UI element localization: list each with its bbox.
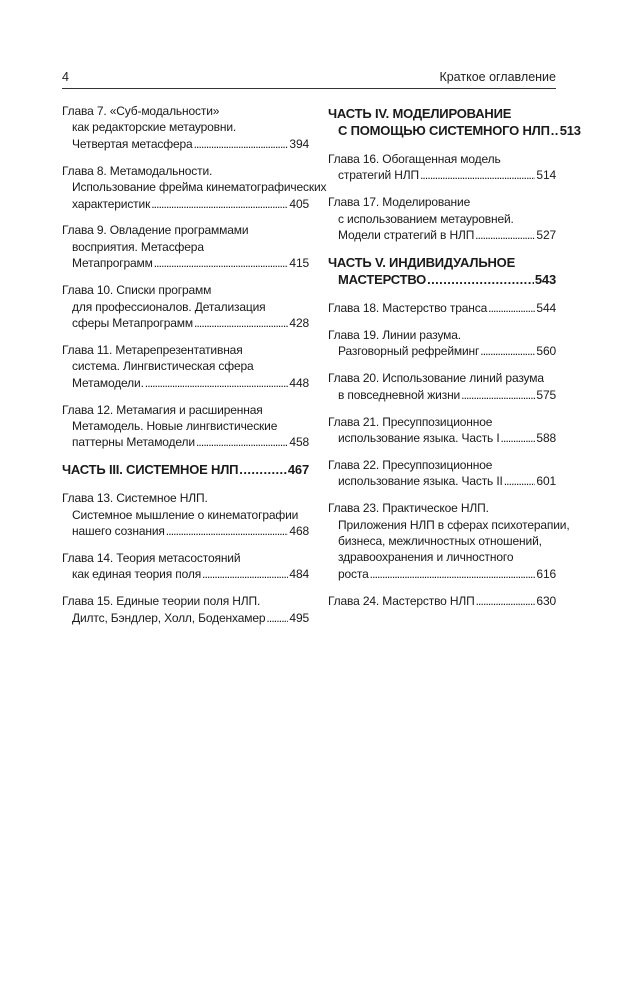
dot-leader [196, 434, 288, 450]
dot-leader [504, 473, 536, 489]
entry-text: сферы Метапрограмм [72, 315, 193, 330]
entry-leader-line [62, 255, 309, 271]
entry-line: Глава 23. Практическое НЛП. [328, 501, 489, 516]
dot-leader [145, 375, 289, 391]
dot-leader [194, 315, 288, 331]
entry-text: Метамодели. [72, 375, 144, 390]
page-ref: 601 [536, 474, 556, 489]
entry-text: Глава 24. Мастерство НЛП [328, 593, 475, 608]
dot-leader [370, 566, 536, 582]
page-ref: 495 [289, 610, 309, 625]
entry-leader-line [62, 196, 309, 212]
entry-text: в повседневной жизни [338, 387, 461, 402]
entry-leader-line [62, 610, 309, 626]
toc-entry-chapter-15 [62, 593, 309, 626]
part-leader-line [328, 271, 556, 288]
part-title: ЧАСТЬ V. ИНДИВИДУАЛЬНОЕ [328, 255, 516, 271]
toc-entry-chapter-21 [328, 414, 556, 447]
running-header [62, 70, 556, 84]
entry-line: здравоохранения и личностного [338, 550, 514, 565]
entry-line: Глава 12. Метамагия и расширенная [62, 402, 263, 417]
entry-line: Глава 21. Пресуппозиционное [328, 414, 493, 429]
entry-leader-line [328, 473, 556, 489]
dot-leader [194, 136, 289, 152]
toc-right-column [328, 103, 581, 620]
header-rule [62, 88, 556, 89]
entry-line: Системное мышление о кинематографии [72, 507, 299, 522]
page-ref: 394 [289, 136, 309, 151]
toc-entry-chapter-16 [328, 151, 556, 184]
entry-line: Глава 14. Теория метасостояний [62, 551, 241, 566]
entry-leader-line [328, 430, 556, 446]
page-ref: 560 [536, 344, 556, 359]
entry-line: Глава 19. Линии разума. [328, 327, 461, 342]
toc-part-3 [62, 461, 309, 478]
toc-entry-chapter-24 [328, 593, 556, 609]
entry-text: роста [338, 566, 369, 581]
page-ref: 527 [536, 228, 556, 243]
entry-leader-line [328, 387, 556, 403]
page-ref: 630 [536, 593, 556, 608]
running-title: Краткое оглавление [439, 70, 556, 84]
toc-entry-chapter-17 [328, 194, 556, 243]
entry-line: бизнеса, межличностных отношений, [338, 534, 542, 548]
dot-leader [475, 227, 535, 243]
toc-entry-chapter-18 [328, 300, 556, 316]
entry-line: Глава 11. Метарепрезентативная [62, 342, 243, 357]
entry-text: паттерны Метамодели [72, 435, 195, 450]
entry-leader-line [328, 343, 556, 359]
page-ref: 467 [287, 462, 309, 478]
page-ref: 514 [536, 168, 556, 183]
toc-entry-chapter-19 [328, 327, 556, 360]
entry-leader-line [62, 566, 309, 582]
page-ref: 428 [289, 315, 309, 330]
entry-line: Приложения НЛП в сферах психотерапии, [338, 517, 570, 532]
dot-leader [239, 461, 287, 478]
page-ref: 616 [536, 566, 556, 581]
dot-leader [202, 566, 288, 582]
dot-leader [266, 610, 288, 626]
entry-leader-line [62, 523, 309, 539]
page-ref: 415 [289, 256, 309, 271]
entry-text: Глава 18. Мастерство транса [328, 301, 488, 316]
entry-line: Глава 8. Метамодальности. [62, 163, 213, 178]
toc-entry-chapter-23 [328, 500, 570, 582]
entry-leader-line [328, 227, 556, 243]
dot-leader [461, 387, 535, 403]
page-ref: 588 [536, 430, 556, 445]
toc-entry-chapter-13 [62, 490, 309, 539]
dot-leader [166, 523, 289, 539]
page-ref: 544 [536, 301, 556, 316]
dot-leader [154, 255, 289, 271]
dot-leader [476, 593, 536, 609]
entry-leader-line [62, 434, 309, 450]
entry-leader-line [62, 136, 309, 152]
entry-line: Глава 9. Овладение программами [62, 223, 249, 238]
toc-entry-chapter-10 [62, 282, 309, 331]
entry-text: использование языка. Часть I [338, 430, 500, 445]
entry-text: характеристик [72, 196, 151, 211]
entry-leader-line [328, 167, 556, 183]
entry-text: Дилтс, Бэндлер, Холл, Боденхамер [72, 610, 266, 625]
entry-line: Глава 17. Моделирование [328, 195, 471, 210]
part-title: ЧАСТЬ IV. МОДЕЛИРОВАНИЕ [328, 106, 512, 121]
entry-text: Метапрограмм [72, 256, 153, 271]
part-title: МАСТЕРСТВО [338, 272, 427, 288]
dot-leader [488, 300, 535, 316]
entry-line: Глава 10. Списки программ [62, 283, 212, 298]
toc-entry-chapter-20 [328, 370, 556, 403]
entry-line: Глава 15. Единые теории поля НЛП. [62, 594, 261, 609]
part-title: С ПОМОЩЬЮ СИСТЕМНОГО НЛП [338, 123, 550, 138]
entry-leader-line [328, 566, 556, 582]
entry-leader-line [328, 300, 556, 316]
entry-text: Модели стратегий в НЛП [338, 228, 475, 243]
toc-entry-chapter-14 [62, 550, 309, 583]
toc-part-5 [328, 254, 556, 288]
entry-line: Глава 13. Системное НЛП. [62, 491, 208, 506]
entry-leader-line [62, 315, 309, 331]
dot-leader [480, 343, 535, 359]
entry-line: восприятия. Метасфера [72, 239, 204, 254]
entry-text: нашего сознания [72, 524, 165, 539]
part-leader-line [62, 461, 309, 478]
toc-entry-chapter-11 [62, 342, 309, 391]
toc-entry-chapter-7 [62, 103, 309, 152]
entry-leader-line [62, 375, 309, 391]
entry-text: стратегий НЛП [338, 168, 419, 183]
page-ref: 484 [289, 567, 309, 582]
page-ref: 458 [289, 435, 309, 450]
toc-entry-chapter-8 [62, 163, 327, 212]
dot-leader [151, 196, 288, 212]
dot-leader [551, 122, 559, 139]
entry-line: Использование фрейма кинематографических [72, 180, 327, 195]
entry-line: Метамодель. Новые лингвистические [72, 419, 278, 433]
toc-entry-chapter-12 [62, 402, 309, 451]
entry-line: Глава 7. «Суб-модальности» [62, 104, 220, 118]
page-number: 4 [62, 70, 69, 84]
page-ref: 575 [536, 387, 556, 402]
entry-line: Глава 22. Пресуппозиционное [328, 457, 493, 472]
dot-leader [420, 167, 535, 183]
entry-line: с использованием метауровней. [338, 211, 514, 226]
entry-text: использование языка. Часть II [338, 474, 503, 489]
entry-line: Глава 16. Обогащенная модель [328, 152, 501, 166]
entry-line: для профессионалов. Детализация [72, 299, 266, 314]
dot-leader [501, 430, 536, 446]
entry-leader-line [328, 593, 556, 609]
part-leader-line [328, 122, 581, 139]
page-ref: 468 [289, 524, 309, 539]
part-title: ЧАСТЬ III. СИСТЕМНОЕ НЛП [62, 462, 239, 478]
page-ref: 448 [289, 375, 309, 390]
dot-leader [427, 271, 534, 288]
page-ref: 405 [289, 196, 309, 211]
entry-text: Четвертая метасфера [72, 136, 193, 151]
entry-line: как редакторские метауровни. [72, 120, 237, 135]
page-ref: 513 [559, 123, 581, 138]
entry-line: Глава 20. Использование линий разума [328, 371, 544, 386]
page-ref: 543 [534, 272, 556, 288]
entry-text: Разговорный рефрейминг [338, 344, 480, 359]
toc-entry-chapter-22 [328, 457, 556, 490]
toc-part-4 [328, 105, 581, 139]
toc-entry-chapter-9 [62, 222, 309, 271]
entry-text: как единая теория поля [72, 567, 202, 582]
toc-left-column [62, 103, 327, 637]
entry-line: система. Лингвистическая сфера [72, 359, 254, 374]
